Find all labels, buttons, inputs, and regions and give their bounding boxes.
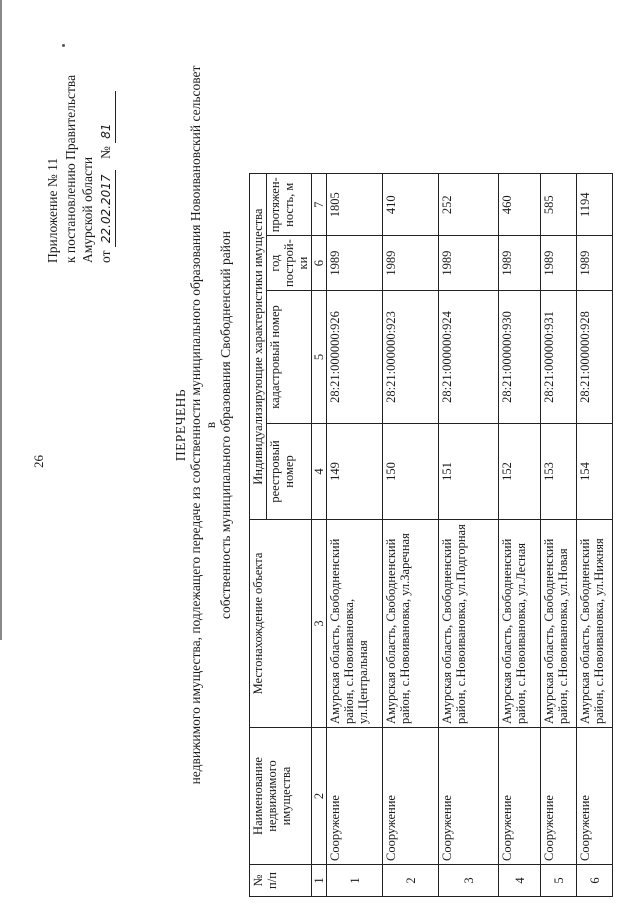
row-reg-number: 150 bbox=[383, 424, 439, 520]
header-location: Местонахождение объекта bbox=[250, 520, 312, 728]
row-reg-number: 153 bbox=[541, 424, 577, 520]
document-title bbox=[173, 65, 233, 785]
table-row bbox=[327, 174, 383, 897]
appendix-date-line bbox=[97, 23, 117, 263]
row-length: 410 bbox=[383, 174, 439, 236]
row-location: Амурская область, Свободненский район, с.Новоивановка, ул.Лесная bbox=[499, 520, 541, 728]
row-length: 460 bbox=[499, 174, 541, 236]
title-line-1: недвижимого имущества, подлежащего передаче из собственности муниципального образования Новоивановский сельсовет в bbox=[188, 65, 218, 785]
row-name: Сооружение bbox=[439, 728, 499, 865]
row-num: 3 bbox=[439, 865, 499, 897]
header-characteristics: Индивидуализирующие характеристики имущества bbox=[250, 174, 267, 520]
row-cad-number: 28:21:000000:930 bbox=[499, 291, 541, 424]
row-name: Сооружение bbox=[327, 728, 383, 865]
date-value: 22.02.2017 bbox=[98, 170, 117, 247]
number-prefix: № bbox=[97, 146, 113, 160]
header-cad-number: кадастровый номер bbox=[267, 291, 312, 424]
scan-speck bbox=[62, 44, 65, 47]
row-name: Сооружение bbox=[541, 728, 577, 865]
row-location: Амурская область, Свободненский район, с.Новоивановка, ул.Новая bbox=[541, 520, 577, 728]
row-num: 5 bbox=[541, 865, 577, 897]
row-name: Сооружение bbox=[383, 728, 439, 865]
row-cad-number: 28:21:000000:926 bbox=[327, 291, 383, 424]
row-num: 4 bbox=[499, 865, 541, 897]
row-cad-number: 28:21:000000:931 bbox=[541, 291, 577, 424]
row-name: Сооружение bbox=[499, 728, 541, 865]
row-length: 585 bbox=[541, 174, 577, 236]
row-year: 1989 bbox=[499, 236, 541, 291]
date-prefix: от bbox=[97, 250, 113, 263]
header-name: Наименование недвижимого имущества bbox=[250, 728, 312, 865]
table-row bbox=[499, 174, 541, 897]
appendix-line-3: Амурской области bbox=[80, 156, 95, 263]
row-length: 252 bbox=[439, 174, 499, 236]
title-heading: ПЕРЕЧЕНЬ bbox=[173, 388, 188, 462]
table-row bbox=[439, 174, 499, 897]
row-reg-number: 151 bbox=[439, 424, 499, 520]
col-index: 3 bbox=[312, 520, 327, 728]
row-length: 1194 bbox=[577, 174, 613, 236]
table-row bbox=[577, 174, 613, 897]
row-reg-number: 149 bbox=[327, 424, 383, 520]
number-value: 81 bbox=[98, 91, 117, 143]
col-index: 6 bbox=[312, 236, 327, 291]
row-name: Сооружение bbox=[577, 728, 613, 865]
table-row bbox=[541, 174, 577, 897]
row-year: 1989 bbox=[327, 236, 383, 291]
row-year: 1989 bbox=[383, 236, 439, 291]
appendix-line-2: к постановлению Правительства bbox=[62, 74, 78, 263]
col-index: 5 bbox=[312, 291, 327, 424]
header-length: протяжен-ность, м bbox=[267, 174, 312, 236]
row-cad-number: 28:21:000000:924 bbox=[439, 291, 499, 424]
header-year: год построй-ки bbox=[267, 236, 312, 291]
appendix-block bbox=[44, 23, 116, 263]
row-location: Амурская область, Свободненский район, с.Новоивановка, ул.Подгорная bbox=[439, 520, 499, 728]
col-index: 7 bbox=[312, 174, 327, 236]
row-year: 1989 bbox=[577, 236, 613, 291]
table-row bbox=[383, 174, 439, 897]
row-length: 1805 bbox=[327, 174, 383, 236]
col-index: 2 bbox=[312, 728, 327, 865]
row-cad-number: 28:21:000000:928 bbox=[577, 291, 613, 424]
row-reg-number: 152 bbox=[499, 424, 541, 520]
row-year: 1989 bbox=[541, 236, 577, 291]
appendix-line-1: Приложение № 11 bbox=[45, 157, 60, 263]
col-index: 1 bbox=[312, 865, 327, 897]
header-reg-number: реестровый номер bbox=[267, 424, 312, 520]
property-table bbox=[249, 173, 613, 897]
page-number: 26 bbox=[31, 455, 46, 468]
row-num: 6 bbox=[577, 865, 613, 897]
row-reg-number: 154 bbox=[577, 424, 613, 520]
row-year: 1989 bbox=[439, 236, 499, 291]
row-cad-number: 28:21:000000:923 bbox=[383, 291, 439, 424]
title-line-2: собственность муниципального образования Свободненский район bbox=[218, 231, 233, 619]
row-num: 1 bbox=[327, 865, 383, 897]
row-location: Амурская область, Свободненский район, с.Новоивановка, ул.Центральная bbox=[327, 520, 383, 728]
row-location: Амурская область, Свободненский район, с.Новоивановка, ул.Нижняя bbox=[577, 520, 613, 728]
column-index-row bbox=[312, 174, 327, 897]
row-num: 2 bbox=[383, 865, 439, 897]
col-index: 4 bbox=[312, 424, 327, 520]
row-location: Амурская область, Свободненский район, с.Новоивановка, ул.Заречная bbox=[383, 520, 439, 728]
header-num: № п/п bbox=[250, 865, 312, 897]
